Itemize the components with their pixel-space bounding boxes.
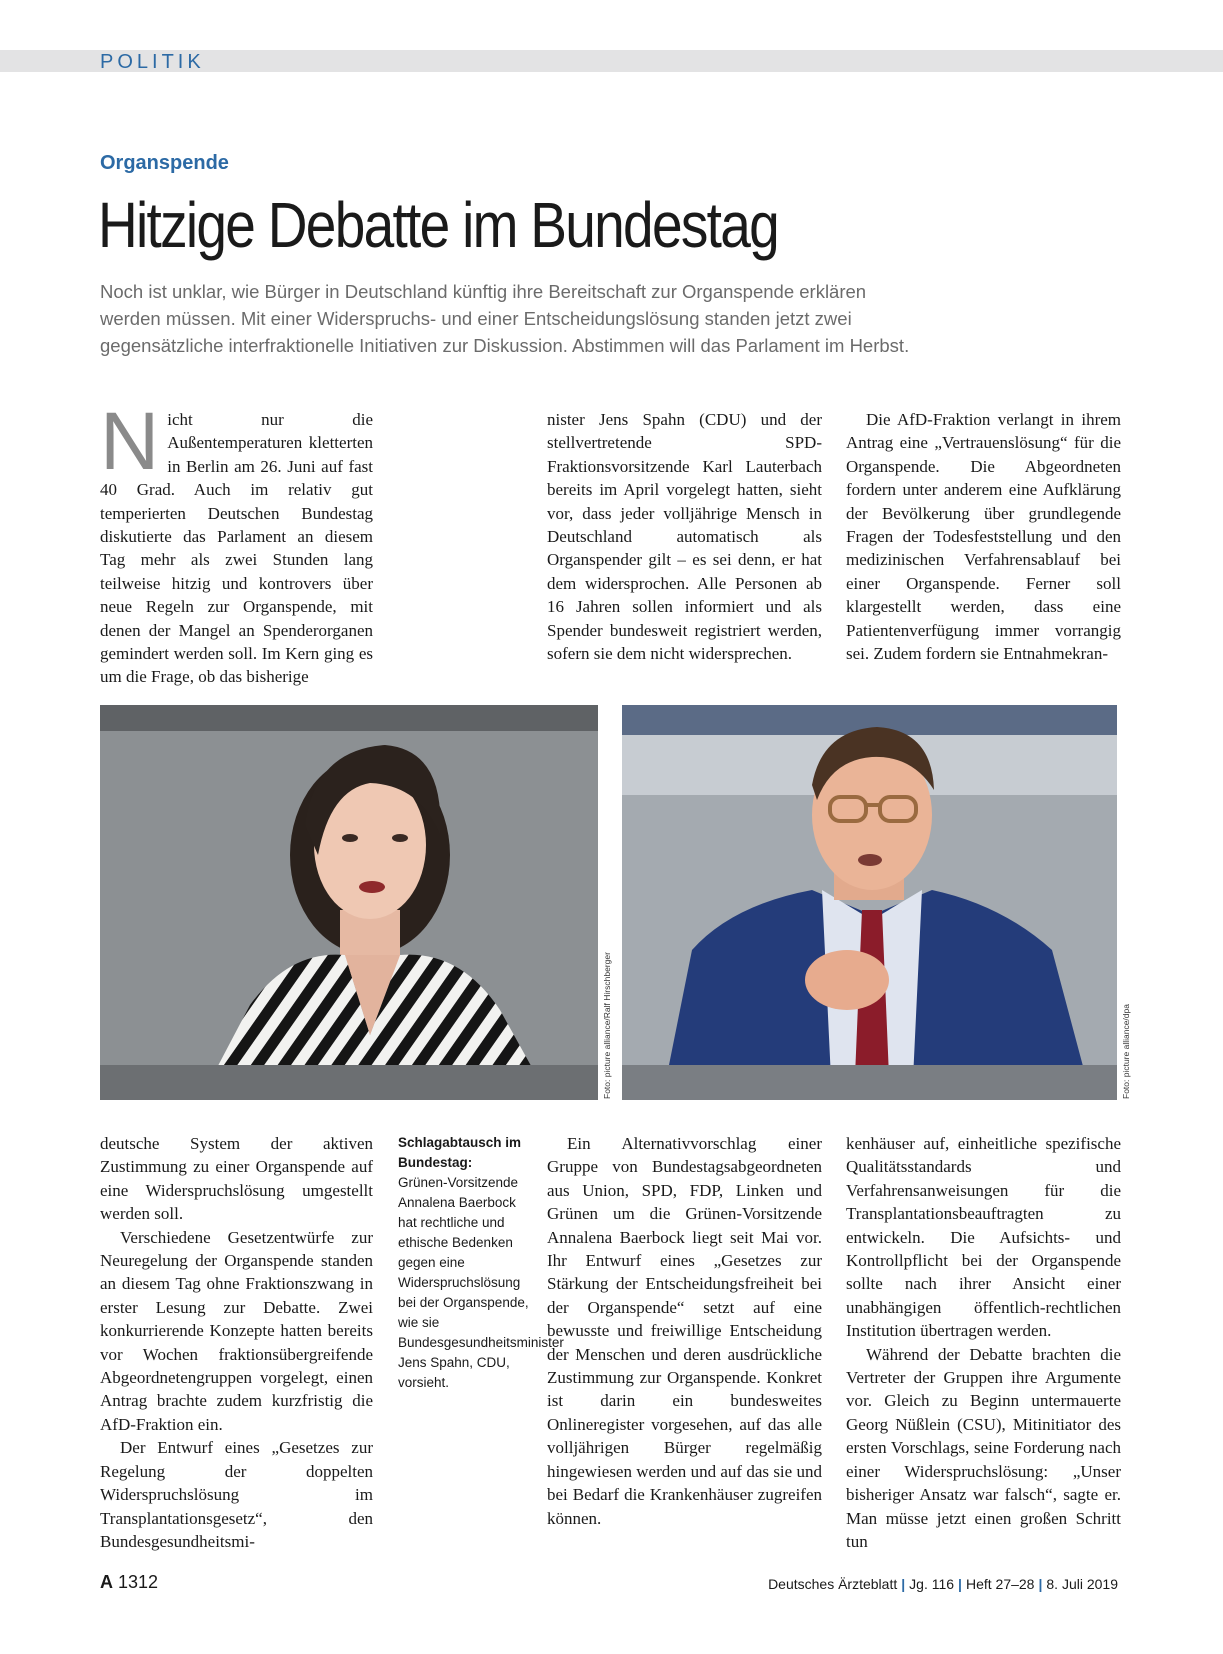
caption-title: Schlagabtausch im Bundestag:	[398, 1135, 522, 1170]
body-paragraph: Ein Alternativvorschlag einer Gruppe von Bundestagsabgeordneten aus Union, SPD, FDP, Linken und Grünen um die Grünen-Vorsitzende Annalena Baerbock liegt seit Mai vor. Ihr Entwurf eines „Gesetzes zur Stärkung der Entscheidungsfreiheit bei der Organspende“ setzt auf eine bewusste und freiwillige Entscheidung der Menschen und deren ausdrückliche Zustimmung zur Organspende. Konkret ist darin ein bundesweites Onlineregister vorgesehen, auf das alle volljährigen Bürger regelmäßig hingewiesen werden und auf das sie und bei Bedarf die Krankenhäuser zugreifen können.	[547, 1134, 822, 1528]
article-kicker: Organspende	[100, 152, 229, 174]
section-label: POLITIK	[100, 51, 205, 73]
body-column-3-lower	[547, 1132, 822, 1530]
folio-prefix: A	[100, 1572, 113, 1592]
footer-separator: |	[901, 1576, 906, 1592]
footer-journal-info	[768, 1576, 1118, 1592]
body-paragraph: nister Jens Spahn (CDU) und der stellvertretende SPD-Fraktionsvorsitzende Karl Lauterbach bereits im April vorgelegt hatten, sieht vor, dass jeder volljährige Mensch in Deutschland automatisch als Organspender gilt – es sei denn, er hat dem widersprochen. Alle Personen ab 16 Jahren sollen informiert und als Spender bundesweit registriert werden, sofern sie dem nicht widersprechen.	[547, 410, 822, 664]
caption-text: Grünen-Vorsitzende Annalena Baerbock hat rechtliche und ethische Bedenken gegen eine Widerspruchslösung bei der Organspende, wie sie Bundesgesundheitsminister Jens Spahn, CDU, vorsieht.	[398, 1175, 564, 1390]
photo-caption	[398, 1133, 564, 1393]
body-paragraph	[100, 396, 373, 689]
lead-line: Noch ist unklar, wie Bürger in Deutschland künftig ihre Bereitschaft zur Organspende erklären	[100, 281, 867, 302]
article-lead	[100, 278, 1000, 359]
paragraph-text: icht nur die Außentemperaturen kletterten in Berlin am 26. Juni auf fast 40 Grad. Auch im relativ gut temperierten Deutschen Bundestag diskutierte das Parlament an diesem Tag mehr als zwei Stunden lang teilweise hitzig und kontrovers über neue Regeln zur Organspende, mit denen der Mangel an Spenderorganen gemindert werden soll. Im Kern ging es um die Frage, ob das bisherige	[100, 410, 373, 687]
lead-line: werden müssen. Mit einer Widerspruchs- und einer Entscheidungslösung standen jetzt zwei	[100, 308, 852, 329]
body-column-4-lower	[846, 1132, 1121, 1553]
body-column-3	[846, 408, 1121, 665]
body-column-1	[100, 396, 373, 689]
photo-spahn	[622, 705, 1117, 1100]
lead-line: gegensätzliche interfraktionelle Initiativen zur Diskussion. Abstimmen will das Parlament im Herbst.	[100, 335, 910, 356]
journal-issue: Heft 27–28	[965, 1576, 1035, 1592]
body-paragraph: kenhäuser auf, einheitliche spezifische Qualitätsstandards und Verfahrensanweisungen für die Transplantationsbeauftragten zu entwickeln. Die Aufsichts- und Kontrollpflicht bei der Organspende sollte nach ihrer Ansicht einer unabhängigen öffentlich-rechtlichen Institution übertragen werden.	[846, 1134, 1121, 1341]
article-headline: Hitzige Debatte im Bundestag	[98, 189, 778, 261]
journal-volume: Jg. 116	[909, 1576, 955, 1592]
journal-name: Deutsches Ärzteblatt	[768, 1576, 898, 1592]
body-paragraph: Verschiedene Gesetzentwürfe zur Neuregelung der Organspende standen an diesem Tag ohne Fraktionszwang in erster Lesung zur Debatte. Zwei konkurrierende Konzepte hatten bereits vor Wochen fraktionsübergreifende Abgeordnetengruppen vorgelegt, einen Antrag brachte zudem kurzfristig die AfD-Fraktion ein.	[100, 1227, 373, 1434]
photo-baerbock-illustration	[100, 705, 598, 1100]
photo-baerbock	[100, 705, 598, 1100]
footer-separator: |	[958, 1576, 962, 1592]
body-paragraph: Der Entwurf eines „Gesetzes zur Regelung der doppelten Widerspruchslösung im Transplantationsgesetz“, den Bundesgesundheitsmi-	[100, 1438, 373, 1551]
body-column-1-lower	[100, 1132, 373, 1553]
photo-spahn-illustration	[622, 705, 1117, 1100]
photo-credit: Foto: picture alliance/dpa	[1121, 1004, 1131, 1099]
body-column-2	[547, 408, 822, 665]
body-paragraph: Während der Debatte brachten die Vertreter der Gruppen ihre Argumente vor. Gleich zu Beginn untermauerte Georg Nüßlein (CSU), Mitinitiator des ersten Vorschlags, seine Forderung nach einer Widerspruchslösung: „Unser bisheriger Ansatz war falsch“, sagte er. Man müsse jetzt einen großen Schritt tun	[846, 1344, 1121, 1551]
journal-date: 8. Juli 2019	[1046, 1576, 1118, 1592]
body-paragraph: deutsche System der aktiven Zustimmung zu einer Organspende auf eine Widerspruchslösung umgestellt werden soll.	[100, 1134, 373, 1224]
body-paragraph: Die AfD-Fraktion verlangt in ihrem Antrag eine „Vertrauenslösung“ für die Organspende. Die Abgeordneten fordern unter anderem eine Aufklärung der Bevölkerung über grundlegende Fragen der Todesfeststellung und den medizinischen Verfahrensablauf bei einer Organspende. Ferner soll klargestellt werden, dass eine Patientenverfügung immer vorrangig sei. Zudem fordern sie Entnahmekran-	[846, 410, 1121, 664]
page-folio	[100, 1572, 158, 1593]
footer-separator: |	[1038, 1576, 1043, 1592]
photo-credit: Foto: picture alliance/Ralf Hirschberger	[602, 952, 612, 1099]
page-number: 1312	[118, 1572, 159, 1592]
dropcap: N	[100, 396, 160, 487]
